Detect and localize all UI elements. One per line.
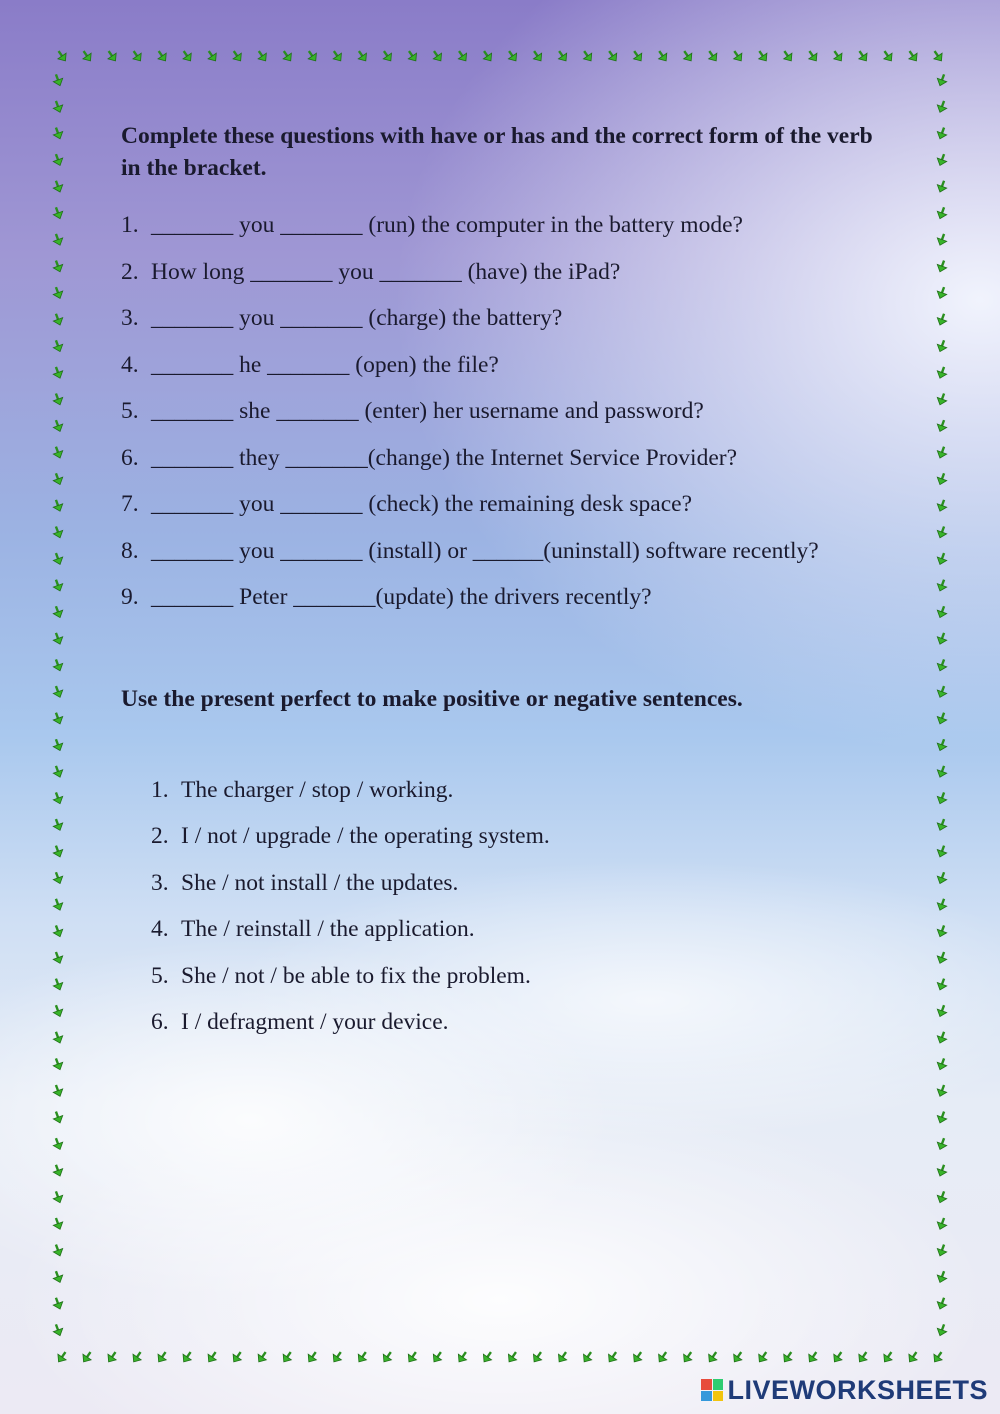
border-arrow-icon: [330, 1349, 345, 1365]
question-list: [121, 202, 879, 621]
border-arrow-icon: [530, 48, 545, 64]
border-arrow-icon: [935, 1296, 949, 1311]
border-arrow-icon: [935, 73, 949, 88]
border-arrow-icon: [405, 1349, 420, 1365]
border-arrow-icon: [505, 48, 520, 64]
border-arrow-icon: [455, 1349, 470, 1365]
liveworksheets-brand[interactable]: [701, 1376, 988, 1404]
border-arrow-icon: [935, 578, 949, 593]
border-arrow-icon: [935, 738, 949, 753]
border-arrow-icon: [935, 950, 949, 965]
border-arrow-icon: [51, 711, 65, 726]
border-arrow-icon: [935, 711, 949, 726]
question-item: 9. _______ Peter _______(update) the drivers recently?: [121, 584, 652, 610]
border-arrow-icon: [935, 285, 949, 300]
sentence-list: [151, 767, 879, 1046]
border-arrow-icon: [805, 1349, 820, 1365]
border-arrow-icon: [155, 1349, 170, 1365]
border-arrow-icon: [51, 1269, 65, 1284]
border-arrow-icon: [480, 48, 495, 64]
border-arrow-icon: [935, 339, 949, 354]
question-item: 4. _______ he _______ (open) the file?: [121, 351, 499, 378]
border-arrow-icon: [630, 48, 645, 64]
border-arrow-icon: [205, 1349, 220, 1365]
border-arrow-icon: [105, 1349, 120, 1365]
border-arrow-icon: [51, 498, 65, 513]
border-arrow-icon: [580, 1349, 595, 1365]
border-arrow-icon: [935, 152, 949, 167]
question-item: 3. _______ you _______ (charge) the battery?: [121, 305, 563, 331]
border-arrow-icon: [51, 658, 65, 673]
sentence-item: 3. She / not install / the updates.: [151, 869, 459, 896]
border-arrow-icon: [580, 48, 595, 64]
section1-heading: Complete these questions with have or has and the correct form of the verb in the bracket.: [121, 123, 873, 181]
border-arrow-icon: [935, 472, 949, 487]
border-arrow-icon: [305, 48, 320, 64]
border-arrow-icon: [935, 99, 949, 114]
border-arrow-icon: [935, 764, 949, 779]
border-arrow-icon: [935, 897, 949, 912]
border-arrow-icon: [755, 48, 770, 64]
border-arrow-icon: [51, 897, 65, 912]
border-arrow-icon: [755, 1349, 770, 1365]
border-arrow-icon: [51, 764, 65, 779]
border-arrow-icon: [730, 1349, 745, 1365]
border-arrow-icon: [935, 1004, 949, 1019]
border-arrow-icon: [855, 1349, 870, 1365]
border-arrow-icon: [405, 48, 420, 64]
border-arrow-icon: [935, 126, 949, 141]
border-arrow-icon: [380, 48, 395, 64]
brand-name: LIVEWORKSHEETS: [727, 1374, 988, 1405]
border-arrow-icon: [905, 1349, 920, 1365]
section2-heading: Use the present perfect to make positive or negative sentences.: [121, 685, 743, 712]
border-arrow-icon: [51, 1323, 65, 1338]
border-arrow-icon: [51, 871, 65, 886]
border-arrow-icon: [51, 738, 65, 753]
border-arrow-icon: [935, 418, 949, 433]
border-arrow-icon: [205, 48, 220, 64]
border-arrow-icon: [935, 791, 949, 806]
border-arrow-icon: [51, 418, 65, 433]
border-arrow-icon: [54, 1349, 69, 1365]
question-item: 1. _______ you _______ (run) the computer in the battery mode?: [121, 212, 743, 238]
border-arrow-icon: [905, 48, 920, 64]
border-arrow-icon: [935, 179, 949, 194]
border-arrow-icon: [430, 48, 445, 64]
border-arrow-icon: [280, 48, 295, 64]
border-arrow-icon: [935, 206, 949, 221]
border-arrow-icon: [130, 1349, 145, 1365]
border-arrow-icon: [105, 48, 120, 64]
border-arrow-icon: [380, 1349, 395, 1365]
border-arrow-icon: [51, 1216, 65, 1231]
border-arrow-icon: [935, 551, 949, 566]
border-arrow-icon: [935, 1216, 949, 1231]
border-arrow-icon: [255, 1349, 270, 1365]
border-arrow-icon: [51, 684, 65, 699]
border-arrow-icon: [935, 232, 949, 247]
question-item: 8. _______ you _______ (install) or ______(uninstall) software recently?: [121, 537, 819, 564]
border-arrow-icon: [935, 1110, 949, 1125]
border-arrow-icon: [51, 365, 65, 380]
border-arrow-icon: [605, 48, 620, 64]
border-arrow-icon: [935, 1136, 949, 1151]
border-arrow-icon: [480, 1349, 495, 1365]
question-item: 6. _______ they _______(change) the Internet Service Provider?: [121, 444, 738, 471]
border-arrow-icon: [655, 1349, 670, 1365]
border-arrow-icon: [51, 206, 65, 221]
sentence-item: 5. She / not / be able to fix the problem.: [151, 962, 531, 989]
border-arrow-icon: [555, 1349, 570, 1365]
border-arrow-icon: [51, 1110, 65, 1125]
border-arrow-icon: [51, 392, 65, 407]
border-arrow-icon: [51, 99, 65, 114]
border-arrow-icon: [805, 48, 820, 64]
border-arrow-icon: [935, 817, 949, 832]
border-arrow-icon: [180, 48, 195, 64]
border-arrow-icon: [51, 1030, 65, 1045]
border-arrow-icon: [51, 551, 65, 566]
border-arrow-icon: [780, 1349, 795, 1365]
border-arrow-icon: [51, 472, 65, 487]
border-arrow-icon: [605, 1349, 620, 1365]
border-arrow-icon: [530, 1349, 545, 1365]
border-arrow-icon: [935, 605, 949, 620]
border-arrow-icon: [655, 48, 670, 64]
border-arrow-icon: [230, 1349, 245, 1365]
border-arrow-icon: [935, 658, 949, 673]
border-arrow-icon: [230, 48, 245, 64]
border-arrow-icon: [730, 48, 745, 64]
border-arrow-icon: [51, 126, 65, 141]
border-arrow-icon: [630, 1349, 645, 1365]
border-arrow-icon: [830, 1349, 845, 1365]
border-arrow-icon: [935, 1243, 949, 1258]
border-arrow-icon: [880, 48, 895, 64]
border-arrow-icon: [935, 1163, 949, 1178]
border-arrow-icon: [935, 871, 949, 886]
border-arrow-icon: [51, 977, 65, 992]
border-arrow-icon: [255, 48, 270, 64]
sentence-item: 4. The / reinstall / the application.: [151, 916, 475, 942]
sentence-item: 1. The charger / stop / working.: [151, 776, 454, 803]
border-arrow-icon: [51, 605, 65, 620]
border-arrow-icon: [51, 578, 65, 593]
border-arrow-icon: [51, 844, 65, 859]
border-arrow-icon: [51, 1004, 65, 1019]
border-arrow-icon: [455, 48, 470, 64]
border-arrow-icon: [51, 179, 65, 194]
border-arrow-icon: [79, 1349, 94, 1365]
border-arrow-icon: [935, 1030, 949, 1045]
border-arrow-icon: [935, 1083, 949, 1098]
border-arrow-icon: [935, 1190, 949, 1205]
question-item: 7. _______ you _______ (check) the remaining desk space?: [121, 491, 692, 517]
border-arrow-icon: [935, 392, 949, 407]
sentence-item: 2. I / not / upgrade / the operating system.: [151, 823, 550, 849]
border-arrow-icon: [180, 1349, 195, 1365]
border-arrow-icon: [935, 259, 949, 274]
sentence-item: 6. I / defragment / your device.: [151, 1009, 449, 1035]
border-arrow-icon: [935, 365, 949, 380]
border-arrow-icon: [935, 977, 949, 992]
border-arrow-icon: [130, 48, 145, 64]
border-arrow-icon: [51, 950, 65, 965]
border-arrow-icon: [79, 48, 94, 64]
question-item: 5. _______ she _______ (enter) her username and password?: [121, 398, 704, 424]
border-arrow-icon: [935, 924, 949, 939]
border-arrow-icon: [280, 1349, 295, 1365]
border-arrow-icon: [51, 285, 65, 300]
border-arrow-icon: [680, 1349, 695, 1365]
border-arrow-icon: [305, 1349, 320, 1365]
border-arrow-icon: [54, 48, 69, 64]
border-arrow-icon: [830, 48, 845, 64]
border-arrow-icon: [780, 48, 795, 64]
border-arrow-icon: [935, 631, 949, 646]
border-arrow-icon: [935, 445, 949, 460]
border-arrow-icon: [555, 48, 570, 64]
border-arrow-icon: [51, 259, 65, 274]
border-arrow-icon: [155, 48, 170, 64]
border-arrow-icon: [51, 73, 65, 88]
border-arrow-icon: [930, 48, 945, 64]
border-arrow-icon: [430, 1349, 445, 1365]
border-arrow-icon: [51, 1296, 65, 1311]
border-arrow-icon: [51, 152, 65, 167]
border-arrow-icon: [930, 1349, 945, 1365]
border-arrow-icon: [51, 525, 65, 540]
border-arrow-icon: [935, 684, 949, 699]
border-arrow-icon: [51, 1243, 65, 1258]
border-arrow-icon: [935, 498, 949, 513]
border-arrow-icon: [51, 817, 65, 832]
border-arrow-icon: [51, 339, 65, 354]
border-arrow-icon: [51, 1190, 65, 1205]
border-arrow-icon: [51, 232, 65, 247]
border-arrow-icon: [51, 312, 65, 327]
border-arrow-icon: [51, 1163, 65, 1178]
border-arrow-icon: [51, 445, 65, 460]
border-arrow-icon: [935, 1323, 949, 1338]
border-arrow-icon: [705, 1349, 720, 1365]
border-arrow-icon: [855, 48, 870, 64]
border-arrow-icon: [935, 525, 949, 540]
question-item: 2. How long _______ you _______ (have) the iPad?: [121, 258, 621, 285]
border-arrow-icon: [935, 844, 949, 859]
border-arrow-icon: [355, 1349, 370, 1365]
border-arrow-icon: [51, 1057, 65, 1072]
border-arrow-icon: [935, 1269, 949, 1284]
border-arrow-icon: [51, 791, 65, 806]
border-arrow-icon: [51, 1136, 65, 1151]
border-arrow-icon: [880, 1349, 895, 1365]
liveworksheets-logo-icon: [701, 1379, 723, 1401]
border-arrow-icon: [935, 1057, 949, 1072]
border-arrow-icon: [705, 48, 720, 64]
border-arrow-icon: [51, 1083, 65, 1098]
border-arrow-icon: [51, 631, 65, 646]
border-arrow-icon: [505, 1349, 520, 1365]
border-arrow-icon: [935, 312, 949, 327]
border-arrow-icon: [355, 48, 370, 64]
border-arrow-icon: [330, 48, 345, 64]
border-arrow-icon: [680, 48, 695, 64]
border-arrow-icon: [51, 924, 65, 939]
worksheet-content: [121, 120, 879, 1046]
